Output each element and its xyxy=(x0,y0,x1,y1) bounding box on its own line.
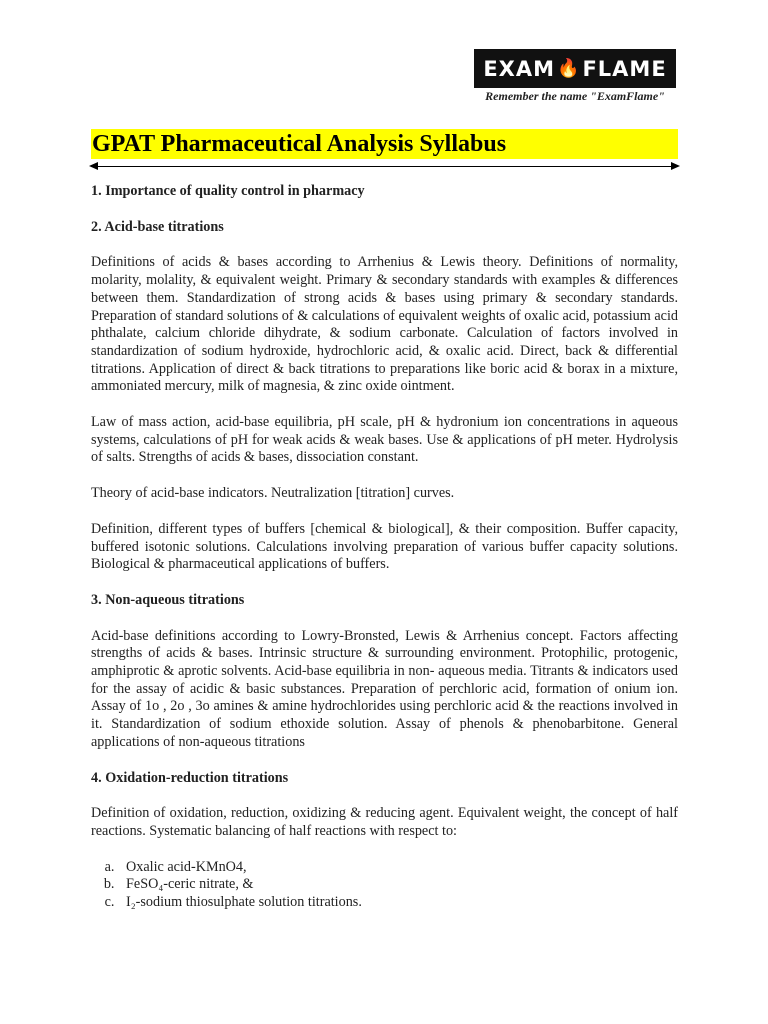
paragraph: Law of mass action, acid-base equilibria, pH scale, pH & hydronium ion concentrations in aqueous systems, calculations of pH for weak acids & weak bases. Use & applications of pH meter. Hydrolysis of salts. Strengths of acids & bases, dissociation constant. xyxy=(91,414,678,466)
paragraph: Definition, different types of buffers [chemical & biological], & their composition. Buffer capacity, buffered isotonic solutions. Calculations involving preparation of various buffer capacity solutions. Biological & pharmaceutical applications of buffers. xyxy=(91,520,678,573)
tagline: Remember the name "ExamFlame" xyxy=(485,89,665,103)
syllabus-content xyxy=(91,183,678,912)
flame-icon: 🔥 xyxy=(557,58,581,79)
logo-text-flame: FLAME xyxy=(582,56,667,81)
examflame-logo xyxy=(474,49,676,88)
titration-list xyxy=(91,859,678,912)
section-heading: 4. Oxidation-reduction titrations xyxy=(91,769,289,786)
title-banner xyxy=(91,129,678,159)
list-item: a. Oxalic acid-KMnO4, xyxy=(118,859,678,877)
section-heading: 3. Non-aqueous titrations xyxy=(91,591,245,608)
list-item: b. FeSO₄-ceric nitrate, & xyxy=(118,876,678,894)
paragraph: Acid-base definitions according to Lowry-Bronsted, Lewis & Arrhenius concept. Factors affecting strengths of acids & bases. Intrinsic structure & surrounding environment. Protophilic, protogenic, amphiprotic & aprotic solvents. Acid-base equilibria in non- aqueous media. Titrants & indicators used for the assay of acidic & basic substances. Preparation of perchloric acid, formation of onium ion. Assay of 1o , 2o , 3o amines & amine hydrochlorides using perchloric acid & the reactions involved in it. Standardization of sodium ethoxide solution. Assay of phenols & phenobarbitone. General applications of non-aqueous titrations xyxy=(91,627,678,750)
section-heading: 1. Importance of quality control in pharmacy xyxy=(91,183,365,199)
paragraph: Definition of oxidation, reduction, oxidizing & reducing agent. Equivalent weight, the concept of half reactions. Systematic balancing of half reactions with respect to: xyxy=(91,805,678,839)
double-arrow-divider xyxy=(91,166,678,167)
list-item: c. I₂-sodium thiosulphate solution titrations. xyxy=(118,894,678,912)
logo-text-exam: EXAM xyxy=(483,56,556,81)
page-title: GPAT Pharmaceutical Analysis Syllabus xyxy=(92,131,507,157)
paragraph: Theory of acid-base indicators. Neutralization [titration] curves. xyxy=(91,485,455,502)
section-heading: 2. Acid-base titrations xyxy=(91,218,224,235)
paragraph: Definitions of acids & bases according to Arrhenius & Lewis theory. Definitions of normality, molarity, molality, & equivalent weight. Primary & secondary standards with examples & differences between them. Standardization of strong acids & bases using primary & secondary standards. Preparation of standard solutions of & calculations of equivalent weights of oxalic acid, potassium acid phthalate, calcium chloride dihydrate, & sodium carbonate. Calculation of factors involved in standardization of sodium hydroxide, hydrochloric acid, & oxalic acid. Direct, back & differential titrations. Application of direct & back titrations to preparations like boric acid & borax in a mixture, ammoniated mercury, milk of magnesia, & zinc oxide ointment. xyxy=(91,254,678,395)
